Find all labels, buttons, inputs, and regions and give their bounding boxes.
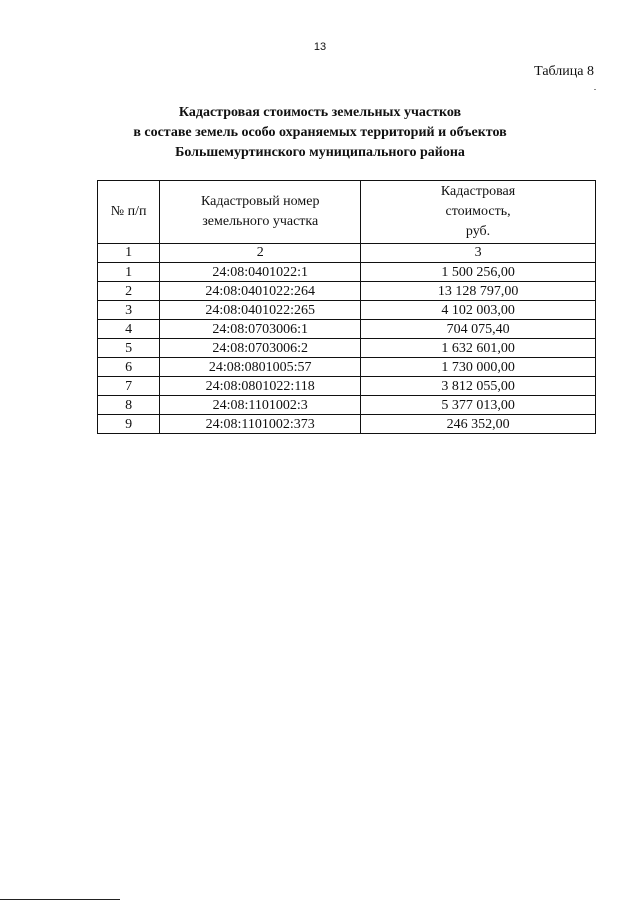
- table-row: [98, 358, 596, 377]
- scan-mark: [594, 89, 596, 90]
- header-text: Кадастровый номер: [200, 194, 320, 209]
- row-number: 9: [98, 415, 160, 434]
- table-row: [98, 339, 596, 358]
- cadastral-value: 246 352,00: [361, 415, 596, 434]
- title-line: Кадастровая стоимость земельных участков: [178, 105, 462, 120]
- table-row: [98, 415, 596, 434]
- row-number: 1: [98, 263, 160, 282]
- header-text: стоимость,: [445, 204, 511, 219]
- row-number: 8: [98, 396, 160, 415]
- column-number-row: [98, 244, 596, 263]
- cadastral-value: 13 128 797,00: [361, 282, 596, 301]
- table-label: Таблица 8: [534, 64, 594, 79]
- header-cadastral-number: [160, 181, 361, 244]
- title-line: Большемуртинского муниципального района: [175, 145, 465, 160]
- column-number: 1: [98, 244, 160, 263]
- cadastral-number: 24:08:1101002:373: [160, 415, 361, 434]
- cadastral-number: 24:08:0801022:118: [160, 377, 361, 396]
- document-title: [0, 103, 640, 163]
- column-number: 2: [160, 244, 361, 263]
- title-line: в составе земель особо охраняемых территорий и объектов: [133, 125, 507, 140]
- header-text: руб.: [465, 224, 491, 239]
- cadastral-number: 24:08:0401022:264: [160, 282, 361, 301]
- header-text: Кадастровая: [440, 184, 516, 199]
- header-row-number: [98, 181, 160, 244]
- table-row: [98, 396, 596, 415]
- header-cadastral-value: [361, 181, 596, 244]
- header-text: № п/п: [110, 204, 147, 219]
- footer-rule: [0, 899, 120, 900]
- row-number: 5: [98, 339, 160, 358]
- cadastral-value-table: [97, 180, 596, 434]
- column-number: 3: [361, 244, 596, 263]
- cadastral-value: 4 102 003,00: [361, 301, 596, 320]
- cadastral-value: 1 730 000,00: [361, 358, 596, 377]
- cadastral-number: 24:08:0401022:265: [160, 301, 361, 320]
- table-header-row: [98, 181, 596, 244]
- row-number: 4: [98, 320, 160, 339]
- row-number: 2: [98, 282, 160, 301]
- cadastral-value: 1 500 256,00: [361, 263, 596, 282]
- page-number: 13: [313, 41, 327, 53]
- cadastral-number: 24:08:1101002:3: [160, 396, 361, 415]
- cadastral-number: 24:08:0703006:2: [160, 339, 361, 358]
- cadastral-number: 24:08:0401022:1: [160, 263, 361, 282]
- header-text: земельного участка: [202, 214, 319, 229]
- row-number: 3: [98, 301, 160, 320]
- table-row: [98, 282, 596, 301]
- cadastral-value: 1 632 601,00: [361, 339, 596, 358]
- table-row: [98, 377, 596, 396]
- cadastral-number: 24:08:0801005:57: [160, 358, 361, 377]
- cadastral-number: 24:08:0703006:1: [160, 320, 361, 339]
- table-row: [98, 320, 596, 339]
- table-row: [98, 301, 596, 320]
- cadastral-value: 5 377 013,00: [361, 396, 596, 415]
- row-number: 6: [98, 358, 160, 377]
- cadastral-value: 3 812 055,00: [361, 377, 596, 396]
- table-row: [98, 263, 596, 282]
- row-number: 7: [98, 377, 160, 396]
- cadastral-value: 704 075,40: [361, 320, 596, 339]
